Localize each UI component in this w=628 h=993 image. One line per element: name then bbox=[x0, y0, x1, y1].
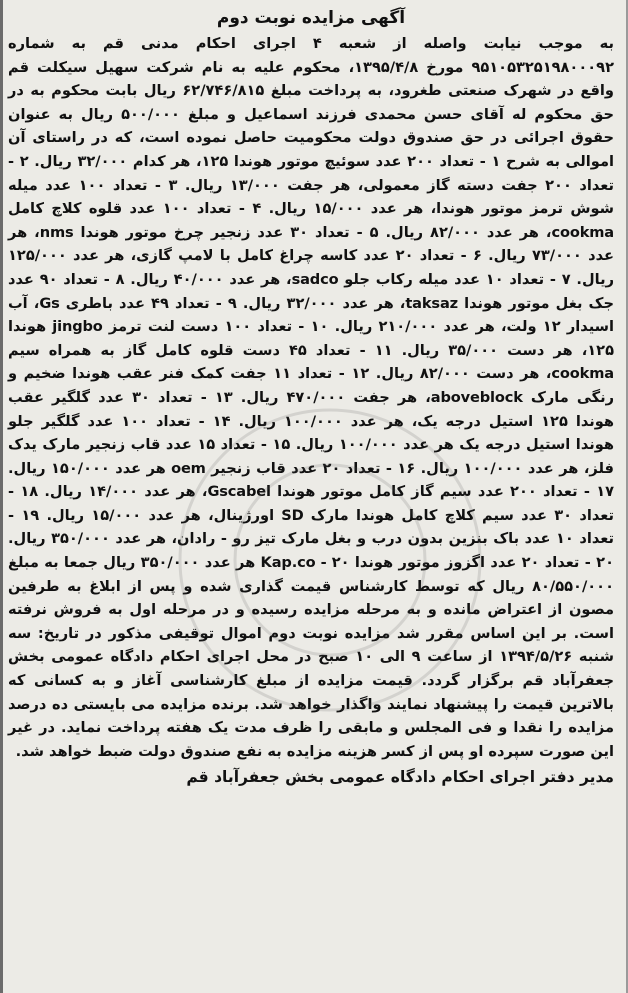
left-border-line bbox=[0, 0, 3, 993]
notice-signature: مدیر دفتر اجرای احکام دادگاه عمومی بخش جعفرآباد قم bbox=[186, 768, 614, 787]
notice-title: آگهی مزایده نوبت دوم bbox=[216, 8, 406, 28]
notice-body: به موجب نیابت واصله از شعبه ۴ اجرای احکام مدنی قم به شماره ۹۵۱۰۵۳۲۵۱۹۸۰۰۰۹۲ مورخ ۱۳۹۵/۴/۸، محکوم علیه به نام شرکت سهیل سیکلت قم واقع در شهرک صنعتی طغرود، به پرداخت مبلغ ۶۲/۷۴۶/۸۱۵ ریال بابت محکوم به در حق محکوم له آقای حسن محمدی فرزند اسماعیل و مبلغ ۵۰۰/۰۰۰ ریال به عنوان حقوق اجرائی در حق صندوق دولت محکومیت حاصل نموده است، که در راستای آن اموالی به شرح ۱ - تعداد ۲۰۰ عدد سوئیچ موتور هوندا ۱۲۵، هر کدام ۳۲/۰۰۰ ریال. ۲ - تعداد ۲۰۰ جفت دسته گاز معمولی، هر جفت ۱۳/۰۰۰ ریال. ۳ - تعداد ۱۰۰ عدد میله شوش ترمز موتور هوندا، هر عدد ۱۵/۰۰۰ ریال. ۴ - تعداد ۱۰۰ عدد قلوه کلاچ کامل cookma، هر عدد ۸۲/۰۰۰ ریال. ۵ - تعداد ۳۰ عدد زنجیر چرخ موتور هوندا nms، هر عدد ۷۳/۰۰۰ ریال. ۶ - تعداد ۲۰ عدد کاسه چراغ کامل با لامپ گازی، هر عدد ۱۲۵/۰۰۰ ریال. ۷ - تعداد ۱۰ عدد میله رکاب جلو sadco، هر عدد ۴۰/۰۰۰ ریال. ۸ - تعداد ۹۰ عدد جک بغل موتور هوندا taksaz، هر عدد ۳۲/۰۰۰ ریال. ۹ - تعداد ۴۹ عدد باطری Gs، آب اسیدار ۱۲ ولت، هر عدد ۲۱۰/۰۰۰ ریال. ۱۰ - تعداد ۱۰۰ دست لنت ترمز jingbo هوندا ۱۲۵، هر دست ۳۵/۰۰۰ ریال. ۱۱ - تعداد ۴۵ دست قلوه کامل گاز به همراه سیم cookma، هر دست ۸۲/۰۰۰ ریال. ۱۲ - تعداد ۱۱ جفت کمک فنر عقب هوندا ضخیم و رنگی مارک aboveblock، هر جفت ۴۷۰/۰۰۰ ریال. ۱۳ - تعداد ۳۰ عدد گلگیر عقب هوندا ۱۲۵ استیل درجه یک، هر عدد ۱۰۰/۰۰۰ ریال. ۱۴ - تعداد ۱۰۰ عدد گلگیر جلو هوندا استیل درجه یک هر عدد ۱۰۰/۰۰۰ ریال. ۱۵ - تعداد ۱۵ عدد قاب زنجیر مارک یدک فلز، هر عدد ۱۰۰/۰۰۰ ریال. ۱۶ - تعداد ۲۰ عدد قاب زنجیر oem هر عدد ۱۵۰/۰۰۰ ریال. ۱۷ - تعداد ۲۰۰ عدد سیم گاز کامل موتور هوندا Gscabel، هر عدد ۱۴/۰۰۰ ریال. ۱۸ - تعداد ۳۰ عدد سیم کلاچ کامل هوندا مارک SD اورژینال، هر عدد ۱۵/۰۰۰ ریال. ۱۹ - تعداد ۱۰ عدد باک بنزین بدون درب و بغل مارک تیز رو - رادان، هر عدد ۳۵۰/۰۰۰ ریال. ۲۰ - تعداد ۲۰ عدد اگزوز موتور هوندا Kap.co - ۲۰ هر عدد ۳۵۰/۰۰۰ ریال جمعا به مبلغ ۸۰/۵۵۰/۰۰۰ ریال که توسط کارشناس قیمت گذاری شده و پس از ابلاغ به طرفین مصون از اعتراض مانده و به مرحله مزایده رسیده و در مرحله اول به فروش نرفته است. بر این اساس مقرر شد مزایده نوبت دوم اموال توقیفی مذکور در تاریخ: سه شنبه ۱۳۹۴/۵/۲۶ از ساعت ۹ الی ۱۰ صبح در محل اجرای احکام دادگاه عمومی بخش جعفرآباد قم برگزار گردد. قیمت مزایده از مبلغ کارشناسی آغاز و به کسانی که بالاترین قیمت را پیشنهاد نمایند واگذار خواهد شد. برنده مزایده می بایستی ده درصد مزایده را نقدا و فی المجلس و مابقی را ظرف مدت یک هفته پرداخت نماید. در غیر این صورت سپرده او پس از کسر هزینه مزایده به نفع صندوق دولت ضبط خواهد شد. bbox=[8, 35, 615, 760]
